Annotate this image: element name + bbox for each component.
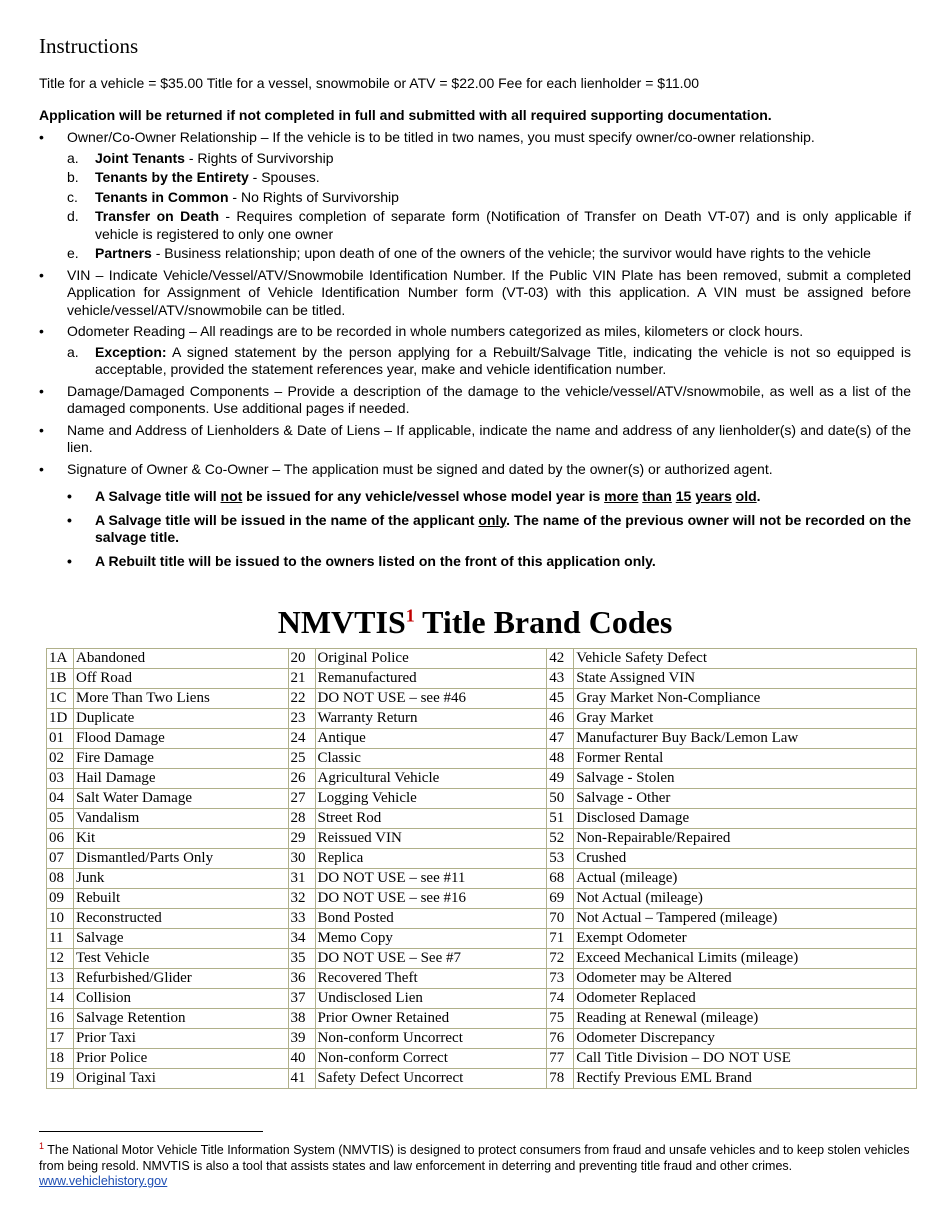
brand-description: Prior Police: [74, 1049, 289, 1069]
brand-code: 28: [288, 809, 315, 829]
brand-description: Abandoned: [74, 649, 289, 669]
list-item: e. Partners - Business relationship; upon death of one of the owners of the vehicle; the survivor would have rights to the vehicle: [67, 245, 871, 261]
footnote-divider: [39, 1131, 263, 1132]
damage-item: • Damage/Damaged Components – Provide a description of the damage to the vehicle/vessel/ATV/snowmobile, as well as a list of the damaged components. Use additional pages if needed.: [39, 383, 911, 418]
brand-code: 10: [47, 909, 74, 929]
return-warning: Application will be returned if not completed in full and submitted with all required supporting documentation.: [39, 107, 772, 123]
brand-description: Classic: [315, 749, 547, 769]
brand-code: 22: [288, 689, 315, 709]
brand-code: 48: [547, 749, 574, 769]
brand-code: 27: [288, 789, 315, 809]
list-item: a. Joint Tenants - Rights of Survivorship: [67, 149, 334, 166]
brand-description: Prior Owner Retained: [315, 1009, 547, 1029]
brand-code: 24: [288, 729, 315, 749]
brand-codes-table: [46, 648, 917, 1089]
brand-code: 40: [288, 1049, 315, 1069]
brand-description: Non-conform Uncorrect: [315, 1029, 547, 1049]
brand-code: 13: [47, 969, 74, 989]
brand-description: Kit: [74, 829, 289, 849]
brand-code: 1C: [47, 689, 74, 709]
list-item: c. Tenants in Common - No Rights of Survivorship: [67, 188, 399, 205]
table-row: [47, 829, 917, 849]
odometer-item: • Odometer Reading – All readings are to be recorded in whole numbers categorized as miles, kilometers or clock hours. a. Exception: A signed statement by the person applying for a Rebuilt/Salvage Title, indicating the vehicle is not so equipped is acceptable, provided the statement references year, make and vehicle identification number.: [39, 323, 911, 379]
footnote-ref[interactable]: 1: [405, 605, 415, 626]
table-row: [47, 989, 917, 1009]
brand-code: 31: [288, 869, 315, 889]
brand-description: Bond Posted: [315, 909, 547, 929]
brand-codes-title: NMVTIS$^1$ Title Brand Codes: [277, 604, 673, 640]
brand-description: Exempt Odometer: [574, 929, 917, 949]
brand-code: 11: [47, 929, 74, 949]
brand-code: 78: [547, 1069, 574, 1089]
brand-description: Duplicate: [74, 709, 289, 729]
table-row: [47, 769, 917, 789]
brand-code: 74: [547, 989, 574, 1009]
table-row: [47, 649, 917, 669]
table-row: [47, 669, 917, 689]
list-item: b. Tenants by the Entirety - Spouses.: [67, 169, 320, 185]
brand-code: 50: [547, 789, 574, 809]
brand-code: 51: [547, 809, 574, 829]
brand-code: 36: [288, 969, 315, 989]
table-row: [47, 889, 917, 909]
brand-description: Off Road: [74, 669, 289, 689]
brand-description: Former Rental: [574, 749, 917, 769]
brand-description: DO NOT USE – see #16: [315, 889, 547, 909]
brand-code: 77: [547, 1049, 574, 1069]
brand-code: 37: [288, 989, 315, 1009]
brand-code: 72: [547, 949, 574, 969]
table-row: [47, 909, 917, 929]
brand-description: Memo Copy: [315, 929, 547, 949]
brand-code: 14: [47, 989, 74, 1009]
brand-code: 41: [288, 1069, 315, 1089]
brand-code: 53: [547, 849, 574, 869]
brand-description: Salvage - Other: [574, 789, 917, 809]
brand-description: DO NOT USE – see #11: [315, 869, 547, 889]
brand-code: 39: [288, 1029, 315, 1049]
brand-description: Crushed: [574, 849, 917, 869]
brand-description: Salvage Retention: [74, 1009, 289, 1029]
brand-description: Dismantled/Parts Only: [74, 849, 289, 869]
brand-code: 08: [47, 869, 74, 889]
fee-schedule: Title for a vehicle = $35.00 Title for a vessel, snowmobile or ATV = $22.00 Fee for each lienholder = $11.00: [39, 75, 700, 91]
brand-description: Vehicle Safety Defect: [574, 649, 917, 669]
brand-code: 76: [547, 1029, 574, 1049]
brand-code: 47: [547, 729, 574, 749]
table-row: [47, 949, 917, 969]
brand-description: Odometer may be Altered: [574, 969, 917, 989]
brand-code: 09: [47, 889, 74, 909]
brand-code: 21: [288, 669, 315, 689]
brand-description: Gray Market Non-Compliance: [574, 689, 917, 709]
brand-description: Agricultural Vehicle: [315, 769, 547, 789]
table-row: [47, 749, 917, 769]
table-row: [47, 929, 917, 949]
table-row: [47, 1049, 917, 1069]
brand-description: Rectify Previous EML Brand: [574, 1069, 917, 1089]
brand-code: 05: [47, 809, 74, 829]
brand-description: Original Taxi: [74, 1069, 289, 1089]
brand-description: Original Police: [315, 649, 547, 669]
brand-description: Non-Repairable/Repaired: [574, 829, 917, 849]
brand-description: Not Actual – Tampered (mileage): [574, 909, 917, 929]
brand-description: Undisclosed Lien: [315, 989, 547, 1009]
table-row: [47, 969, 917, 989]
brand-description: Antique: [315, 729, 547, 749]
brand-code: 01: [47, 729, 74, 749]
table-row: [47, 869, 917, 889]
brand-description: Non-conform Correct: [315, 1049, 547, 1069]
list-item: a. Exception: A signed statement by the person applying for a Rebuilt/Salvage Title, indicating the vehicle is not so equipped is acceptable, provided the statement references year, make and vehicle identification number.: [67, 343, 911, 377]
brand-description: DO NOT USE – See #7: [315, 949, 547, 969]
brand-code: 23: [288, 709, 315, 729]
brand-code: 75: [547, 1009, 574, 1029]
table-row: [47, 789, 917, 809]
brand-code: 73: [547, 969, 574, 989]
brand-description: Flood Damage: [74, 729, 289, 749]
brand-description: State Assigned VIN: [574, 669, 917, 689]
brand-code: 70: [547, 909, 574, 929]
brand-code: 1B: [47, 669, 74, 689]
owner-relationship-item: [39, 129, 911, 263]
brand-description: Vandalism: [74, 809, 289, 829]
brand-description: Actual (mileage): [574, 869, 917, 889]
owner-relationship-text: Owner/Co-Owner Relationship – If the vehicle is to be titled in two names, you must specify owner/co-owner relationship.: [67, 129, 815, 145]
brand-code: 42: [547, 649, 574, 669]
owner-relationship-options: [67, 150, 911, 263]
brand-code: 32: [288, 889, 315, 909]
brand-code: 17: [47, 1029, 74, 1049]
brand-description: Logging Vehicle: [315, 789, 547, 809]
brand-description: Test Vehicle: [74, 949, 289, 969]
table-row: [47, 1029, 917, 1049]
brand-description: Manufacturer Buy Back/Lemon Law: [574, 729, 917, 749]
brand-code: 03: [47, 769, 74, 789]
brand-description: Recovered Theft: [315, 969, 547, 989]
brand-description: Salvage - Stolen: [574, 769, 917, 789]
brand-description: Not Actual (mileage): [574, 889, 917, 909]
brand-description: More Than Two Liens: [74, 689, 289, 709]
brand-description: Fire Damage: [74, 749, 289, 769]
footnote-marker: 1: [39, 1141, 45, 1151]
brand-description: DO NOT USE – see #46: [315, 689, 547, 709]
brand-description: Exceed Mechanical Limits (mileage): [574, 949, 917, 969]
brand-description: Remanufactured: [315, 669, 547, 689]
brand-code: 45: [547, 689, 574, 709]
brand-description: Street Rod: [315, 809, 547, 829]
brand-description: Refurbished/Glider: [74, 969, 289, 989]
brand-code: 46: [547, 709, 574, 729]
brand-code: 07: [47, 849, 74, 869]
brand-code: 29: [288, 829, 315, 849]
brand-description: Collision: [74, 989, 289, 1009]
brand-code: 26: [288, 769, 315, 789]
brand-code: 68: [547, 869, 574, 889]
brand-description: Salvage: [74, 929, 289, 949]
footnote: $^1$ The National Motor Vehicle Title Information System (NMVTIS) is designed to protect consumers from fraud and unsafe vehicles and to keep stolen vehicles from being resold. NMVTIS is also a tool that assists states and law enforcement in deterring and preventing title fraud and other crimes. www.vehiclehistory.gov: [39, 1141, 910, 1189]
brand-code: 69: [547, 889, 574, 909]
page-title: Instructions: [39, 34, 139, 58]
vehiclehistory-link[interactable]: www.vehiclehistory.gov: [39, 1174, 168, 1189]
brand-code: 20: [288, 649, 315, 669]
salvage-age-note: • A Salvage title will not be issued for any vehicle/vessel whose model year is more than 15 years old.: [39, 488, 911, 506]
brand-description: Odometer Replaced: [574, 989, 917, 1009]
lienholders-item: • Name and Address of Lienholders & Date of Liens – If applicable, indicate the name and address of any lienholder(s) and date(s) of the lien.: [39, 422, 911, 457]
salvage-applicant-note: • A Salvage title will be issued in the name of the applicant only. The name of the previous owner will not be recorded on the salvage title.: [39, 512, 911, 547]
table-row: [47, 809, 917, 829]
brand-code: 34: [288, 929, 315, 949]
brand-description: Warranty Return: [315, 709, 547, 729]
brand-description: Gray Market: [574, 709, 917, 729]
odometer-exception: [67, 344, 911, 379]
brand-description: Reissued VIN: [315, 829, 547, 849]
brand-description: Hail Damage: [74, 769, 289, 789]
brand-description: Rebuilt: [74, 889, 289, 909]
brand-code: 19: [47, 1069, 74, 1089]
rebuilt-note: • A Rebuilt title will be issued to the owners listed on the front of this application only.: [39, 553, 911, 571]
brand-code: 52: [547, 829, 574, 849]
brand-code: 02: [47, 749, 74, 769]
brand-description: Odometer Discrepancy: [574, 1029, 917, 1049]
brand-description: Reading at Renewal (mileage): [574, 1009, 917, 1029]
brand-code: 38: [288, 1009, 315, 1029]
list-item: d. Transfer on Death - Requires completion of separate form (Notification of Transfer on Death VT-07) and is only applicable if vehicle is registered to only one owner: [67, 208, 911, 242]
brand-description: Junk: [74, 869, 289, 889]
brand-description: Replica: [315, 849, 547, 869]
brand-code: 33: [288, 909, 315, 929]
brand-description: Prior Taxi: [74, 1029, 289, 1049]
brand-description: Disclosed Damage: [574, 809, 917, 829]
table-row: [47, 849, 917, 869]
instructions-section: [39, 30, 911, 576]
brand-code: 49: [547, 769, 574, 789]
brand-description: Reconstructed: [74, 909, 289, 929]
brand-code: 04: [47, 789, 74, 809]
vin-item: • VIN – Indicate Vehicle/Vessel/ATV/Snowmobile Identification Number. If the Public VIN Plate has been removed, submit a completed Application for Assignment of Vehicle Identification Number form (VT-03) with this application. A VIN must be assigned before vehicle/vessel/ATV/snowmobile can be titled.: [39, 267, 911, 320]
brand-code: 30: [288, 849, 315, 869]
table-row: [47, 689, 917, 709]
brand-code: 25: [288, 749, 315, 769]
brand-code: 06: [47, 829, 74, 849]
brand-code: 43: [547, 669, 574, 689]
brand-code: 12: [47, 949, 74, 969]
table-row: [47, 729, 917, 749]
brand-code: 16: [47, 1009, 74, 1029]
brand-code: 35: [288, 949, 315, 969]
signature-item: • Signature of Owner & Co-Owner – The application must be signed and dated by the owner(s) or authorized agent.: [39, 461, 911, 479]
brand-code: 18: [47, 1049, 74, 1069]
instruction-list: [39, 129, 911, 570]
title-notes: [39, 488, 911, 570]
brand-description: Salt Water Damage: [74, 789, 289, 809]
brand-code: 1A: [47, 649, 74, 669]
brand-code: 1D: [47, 709, 74, 729]
table-row: [47, 1069, 917, 1089]
table-row: [47, 1009, 917, 1029]
brand-code: 71: [547, 929, 574, 949]
table-row: [47, 709, 917, 729]
brand-description: Call Title Division – DO NOT USE: [574, 1049, 917, 1069]
brand-description: Safety Defect Uncorrect: [315, 1069, 547, 1089]
